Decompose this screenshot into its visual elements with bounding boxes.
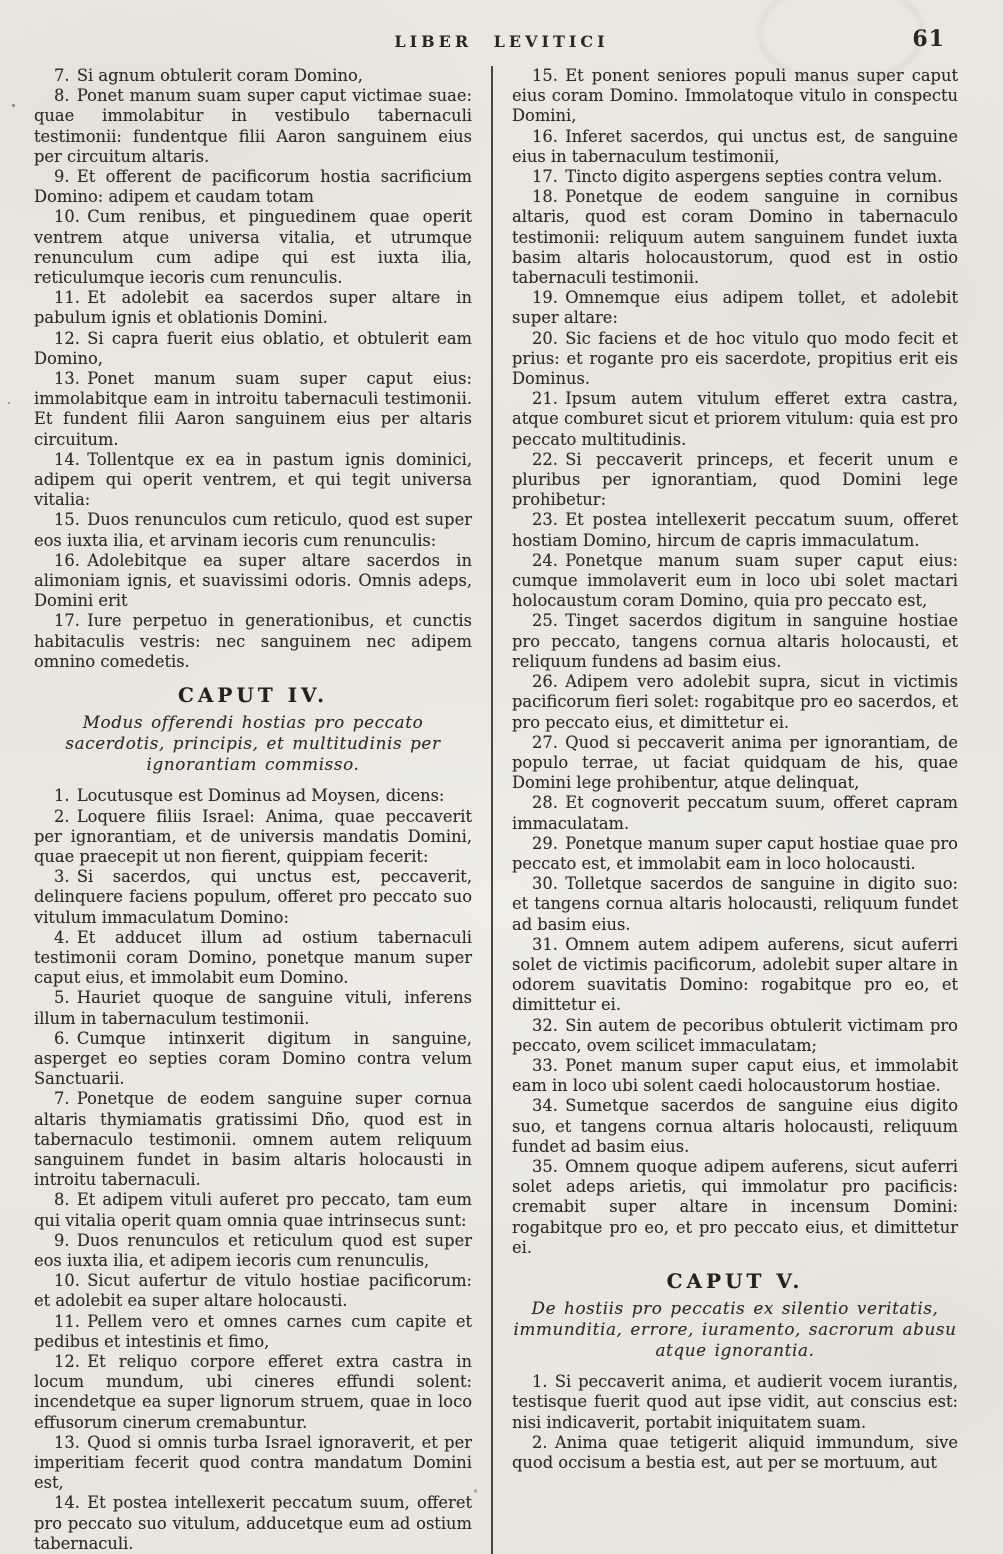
verse-text: Adolebitque ea super altare sacerdos in alimoniam ignis, et suavissimi odoris. Omnis adeps, Domini erit xyxy=(34,550,472,611)
verse-paragraph xyxy=(34,1433,472,1494)
verse-text: Et reliquo corpore efferet extra castra in locum mundum, ubi cineres effundi solent: incendetque ea super lignorum struem, quae in loco effusorum cinerum cremabuntur. xyxy=(34,1351,472,1432)
verse-paragraph xyxy=(34,167,472,207)
verse-number: 12. xyxy=(54,1351,80,1371)
verse-number: 19. xyxy=(532,288,558,308)
verse-number: 30. xyxy=(532,874,558,894)
verse-paragraph xyxy=(34,786,472,806)
verse-number: 2. xyxy=(532,1432,548,1452)
verse-paragraph xyxy=(34,1312,472,1352)
verse-paragraph xyxy=(34,329,472,369)
scan-speck xyxy=(474,1489,477,1493)
chapter-heading-caput-iv: CAPUT IV. xyxy=(177,683,329,708)
verse-number: 16. xyxy=(54,550,80,570)
verse-paragraph xyxy=(34,207,472,288)
verse-paragraph xyxy=(34,988,472,1028)
verse-text: Tinget sacerdos digitum in sanguine hostiae pro peccato, tangens cornua altaris holocausti, et reliquum fundens ad basim eius. xyxy=(512,611,958,671)
verse-paragraph xyxy=(512,834,958,874)
verse-text: Duos renunculos et reticulum quod est super eos iuxta ilia, et adipem iecoris cum renunculis, xyxy=(34,1230,472,1270)
verse-number: 4. xyxy=(54,927,70,947)
verse-number: 13. xyxy=(54,369,80,389)
verse-paragraph xyxy=(34,867,472,928)
verse-paragraph xyxy=(34,1190,472,1230)
verse-paragraph xyxy=(34,66,472,86)
verse-text: Omnem quoque adipem auferens, sicut auferri solet adeps arietis, qui immolatur pro pacificis: cremabit super altare in incensum Domini: rogabitque pro eo, et pro peccato eius, et dimittetur ei. xyxy=(512,1156,958,1257)
verse-paragraph xyxy=(512,672,958,733)
running-title: LIBER LEVITICI xyxy=(394,32,609,51)
verse-paragraph xyxy=(512,935,958,1016)
verse-paragraph xyxy=(512,1016,958,1056)
verse-number: 32. xyxy=(532,1015,558,1035)
verse-text: Si agnum obtulerit coram Domino, xyxy=(76,66,363,85)
verse-number: 12. xyxy=(54,328,80,348)
verse-number: 26. xyxy=(532,672,558,692)
verse-number: 11. xyxy=(54,1311,80,1331)
verse-text: Si sacerdos, qui unctus est, peccaverit, delinquere faciens populum, offeret pro peccato suo vitulum immaculatum Domino: xyxy=(34,867,472,927)
verse-text: Iure perpetuo in generationibus, et cunctis habitaculis vestris: nec sanguinem nec adipem omnino comedetis. xyxy=(34,611,472,671)
verse-paragraph xyxy=(512,329,958,390)
verse-number: 8. xyxy=(54,1190,70,1210)
verse-paragraph xyxy=(512,1056,958,1096)
verse-number: 29. xyxy=(532,833,558,853)
verse-paragraph xyxy=(34,510,472,550)
verse-number: 10. xyxy=(54,207,80,227)
verse-paragraph xyxy=(512,167,958,187)
verse-number: 27. xyxy=(532,732,558,752)
left-column xyxy=(34,66,493,1554)
chapter5-verses xyxy=(512,1372,958,1473)
verse-text: Adipem vero adolebit supra, sicut in victimis pacificorum fieri solet: rogabitque pro eo sacerdos, et pro peccato eius, et dimittetur ei. xyxy=(512,672,958,732)
verse-text: Ponet manum super caput eius, et immolabit eam in loco ubi solent caedi holocaustorum hostiae. xyxy=(512,1055,958,1096)
verse-number: 20. xyxy=(532,328,558,348)
verse-text: Sin autem de pecoribus obtulerit victimam pro peccato, ovem scilicet immaculatam; xyxy=(512,1015,958,1055)
verse-number: 14. xyxy=(54,1493,80,1513)
verse-text: Si capra fuerit eius oblatio, et obtulerit eam Domino, xyxy=(34,328,472,368)
verse-number: 1. xyxy=(532,1372,548,1392)
verse-text: Si peccaverit anima, et audierit vocem iurantis, testisque fuerit quod aut ipse vidit, aut conscius est: nisi indicaverit, portabit iniquitatem suam. xyxy=(512,1372,958,1432)
verse-paragraph xyxy=(34,1089,472,1190)
verse-text: Quod si peccaverit anima per ignorantiam, de populo terrae, ut faciat quidquam de his, quae Domini lege prohibentur, atque delinquat, xyxy=(512,732,958,793)
verse-text: Loquere filiis Israel: Anima, quae peccaverit per ignorantiam, et de universis mandatis Domini, quae praecepit ut non fierent, quippiam fecerit: xyxy=(34,806,472,866)
chapter-subtitle-caput-iv: Modus offerendi hostias pro peccato sacerdotis, principis, et multitudinis per ignorantiam commisso. xyxy=(65,712,441,775)
right-column xyxy=(493,66,958,1554)
verse-number: 6. xyxy=(54,1028,70,1048)
verse-paragraph xyxy=(512,1433,958,1473)
verse-text: Tincto digito aspergens septies contra velum. xyxy=(565,167,943,187)
verse-paragraph xyxy=(512,793,958,833)
verse-text: Ponet manum suam super caput victimae suae: quae immolabitur in vestibulo tabernaculi testimonii: fundentque filii Aaron sanguinem eius per circuitum altaris. xyxy=(34,86,472,166)
scan-speck xyxy=(12,104,15,107)
verse-text: Ponetque de eodem sanguine super cornua altaris thymiamatis gratissimi Dño, quod est in tabernaculo testimonii. omnem autem reliquum sanguinem fundet in basim altaris holocausti in introitu tabernaculi. xyxy=(34,1089,472,1190)
verse-number: 8. xyxy=(54,86,70,106)
verse-text: Locutusque est Dominus ad Moysen, dicens: xyxy=(76,786,445,806)
verse-number: 11. xyxy=(54,288,80,308)
verse-text: Ponetque manum super caput hostiae quae pro peccato est, et immolabit eam in loco holocausti. xyxy=(512,833,958,873)
verse-text: Tolletque sacerdos de sanguine in digito suo: et tangens cornua altaris holocausti, reliquum fundet ad basim eius. xyxy=(512,874,958,934)
verse-number: 31. xyxy=(532,934,558,954)
text-columns xyxy=(0,62,1003,1554)
verse-number: 34. xyxy=(532,1096,558,1116)
verse-paragraph xyxy=(34,928,472,989)
verse-text: Ipsum autem vitulum efferet extra castra, atque comburet sicut et priorem vitulum: quia est pro peccato multitudinis. xyxy=(512,389,958,449)
verse-paragraph xyxy=(34,1493,472,1554)
verse-text: Duos renunculos cum reticulo, quod est super eos iuxta ilia, et arvinam iecoris cum renunculis: xyxy=(34,510,472,550)
verse-number: 17. xyxy=(532,167,558,187)
verse-number: 18. xyxy=(532,187,558,207)
verse-number: 15. xyxy=(532,66,558,85)
verse-text: Sumetque sacerdos de sanguine eius digito suo, et tangens cornua altaris holocausti, reliquum fundet ad basim eius. xyxy=(512,1096,958,1156)
verse-paragraph xyxy=(512,1096,958,1157)
verse-number: 24. xyxy=(532,550,558,570)
verse-number: 7. xyxy=(54,1089,70,1109)
verse-paragraph xyxy=(34,86,472,167)
verse-text: Omnemque eius adipem tollet, et adolebit super altare: xyxy=(512,288,958,328)
verse-text: Et adducet illum ad ostium tabernaculi testimonii coram Domino, ponetque manum super caput eius, et immolabit eum Domino. xyxy=(34,927,472,988)
scan-speck xyxy=(8,402,10,404)
verse-paragraph xyxy=(512,450,958,511)
verse-number: 23. xyxy=(532,510,558,530)
verse-number: 25. xyxy=(532,611,558,631)
verse-paragraph xyxy=(512,1372,958,1433)
verse-paragraph xyxy=(512,127,958,167)
verse-number: 28. xyxy=(532,793,558,813)
verse-paragraph xyxy=(34,551,472,612)
verse-text: Anima quae tetigerit aliquid immundum, sive quod occisum a bestia est, aut per se mortuum, aut xyxy=(512,1432,958,1472)
verse-number: 17. xyxy=(54,611,80,631)
verse-text: Ponet manum suam super caput eius: immolabitque eam in introitu tabernaculi testimonii. Et fundent filii Aaron sanguinem eius per altaris circuitum. xyxy=(34,369,472,449)
verse-paragraph xyxy=(34,450,472,511)
verse-text: Omnem autem adipem auferens, sicut auferri solet de victimis pacificorum, adolebit super altare in odorem suavitatis Domino: rogabitque pro eo, et dimittetur ei. xyxy=(512,934,958,1015)
verse-text: Sic faciens et de hoc vitulo quo modo fecit et prius: et rogante pro eis sacerdote, propitius erit eis Dominus. xyxy=(512,328,958,389)
verse-number: 22. xyxy=(532,449,558,469)
verse-number: 5. xyxy=(54,988,70,1008)
verse-number: 16. xyxy=(532,126,558,146)
chapter-subtitle-caput-v: De hostiis pro peccatis ex silentio veritatis, immunditia, errore, iuramento, sacrorum abusu atque ignorantia. xyxy=(513,1298,957,1361)
verse-text: Ponetque manum suam super caput eius: cumque immolaverit eum in loco ubi solet mactari holocaustum coram Domino, quia pro peccato est, xyxy=(512,550,958,611)
verse-number: 13. xyxy=(54,1432,80,1452)
verse-text: Et offerent de pacificorum hostia sacrificium Domino: adipem et caudam totam xyxy=(34,167,472,207)
verse-number: 33. xyxy=(532,1055,558,1075)
page-number: 61 xyxy=(912,26,945,52)
verse-text: Et postea intellexerit peccatum suum, offeret pro peccato suo vitulum, adducetque eum ad ostium tabernaculi. xyxy=(34,1493,472,1553)
verse-text: Ponetque de eodem sanguine in cornibus altaris, quod est coram Domino in tabernaculo testimonii: reliquum autem sanguinem fundet iuxta basim altaris holocaustorum, quod est in ostio tabernaculi testimonii. xyxy=(512,187,958,288)
verse-text: Si peccaverit princeps, et fecerit unum e pluribus per ignorantiam, quod Domini lege prohibetur: xyxy=(512,449,958,510)
verse-text: Et adipem vituli auferet pro peccato, tam eum qui vitalia operit quam omnia quae intrinsecus sunt: xyxy=(34,1190,472,1230)
verse-paragraph xyxy=(512,733,958,794)
chapter4-verses-left xyxy=(34,786,472,1554)
verse-paragraph xyxy=(34,1231,472,1271)
verse-number: 9. xyxy=(54,167,70,187)
verse-paragraph xyxy=(34,369,472,450)
verse-number: 7. xyxy=(54,66,70,85)
verse-number: 2. xyxy=(54,806,70,826)
verse-text: Quod si omnis turba Israel ignoraverit, et per imperitiam fecerit quod contra mandatum Domini est, xyxy=(34,1432,472,1493)
verse-text: Pellem vero et omnes carnes cum capite et pedibus et intestinis et fimo, xyxy=(34,1311,472,1351)
verse-number: 14. xyxy=(54,449,80,469)
verse-number: 21. xyxy=(532,389,558,409)
verse-number: 1. xyxy=(54,786,70,806)
verse-text: Et ponent seniores populi manus super caput eius coram Domino. Immolatoque vitulo in conspectu Domini, xyxy=(512,66,958,126)
verse-paragraph xyxy=(512,510,958,550)
verse-paragraph xyxy=(34,611,472,672)
verse-number: 15. xyxy=(54,510,80,530)
verse-text: Cumque intinxerit digitum in sanguine, asperget eo septies coram Domino contra velum Sanctuarii. xyxy=(34,1028,472,1089)
verse-paragraph xyxy=(512,389,958,450)
verse-text: Et cognoverit peccatum suum, offeret capram immaculatam. xyxy=(512,793,958,833)
verse-paragraph xyxy=(512,66,958,127)
verse-number: 10. xyxy=(54,1271,80,1291)
verse-number: 3. xyxy=(54,867,70,887)
verse-paragraph xyxy=(34,1271,472,1311)
verse-text: Et postea intellexerit peccatum suum, offeret hostiam Domino, hircum de capris immaculatum. xyxy=(512,510,958,550)
verse-text: Cum renibus, et pinguedinem quae operit ventrem atque universa vitalia, et utrumque renunculum cum adipe qui est iuxta ilia, reticulumque iecoris cum renunculis. xyxy=(34,207,472,288)
page-header xyxy=(0,0,1003,62)
verse-text: Hauriet quoque de sanguine vituli, inferens illum in tabernaculum testimonii. xyxy=(34,988,472,1028)
verse-paragraph xyxy=(512,187,958,288)
verse-paragraph xyxy=(512,1157,958,1258)
verse-paragraph xyxy=(34,807,472,868)
verse-paragraph xyxy=(512,288,958,328)
verse-paragraph xyxy=(512,874,958,935)
chapter3-verses xyxy=(34,66,472,672)
verse-paragraph xyxy=(34,288,472,328)
chapter4-verses-right xyxy=(512,66,958,1258)
verse-paragraph xyxy=(34,1029,472,1090)
verse-paragraph xyxy=(512,611,958,672)
verse-text: Tollentque ex ea in pastum ignis dominici, adipem qui operit ventrem, et qui tegit universa vitalia: xyxy=(34,449,472,510)
verse-text: Inferet sacerdos, qui unctus est, de sanguine eius in tabernaculum testimonii, xyxy=(512,126,958,166)
verse-paragraph xyxy=(34,1352,472,1433)
verse-number: 9. xyxy=(54,1230,70,1250)
verse-text: Sicut aufertur de vitulo hostiae pacificorum: et adolebit ea super altare holocausti. xyxy=(34,1271,472,1311)
chapter-heading-caput-v: CAPUT V. xyxy=(666,1268,804,1293)
verse-text: Et adolebit ea sacerdos super altare in pabulum ignis et oblationis Domini. xyxy=(34,288,472,328)
verse-number: 35. xyxy=(532,1156,558,1176)
verse-paragraph xyxy=(512,551,958,612)
